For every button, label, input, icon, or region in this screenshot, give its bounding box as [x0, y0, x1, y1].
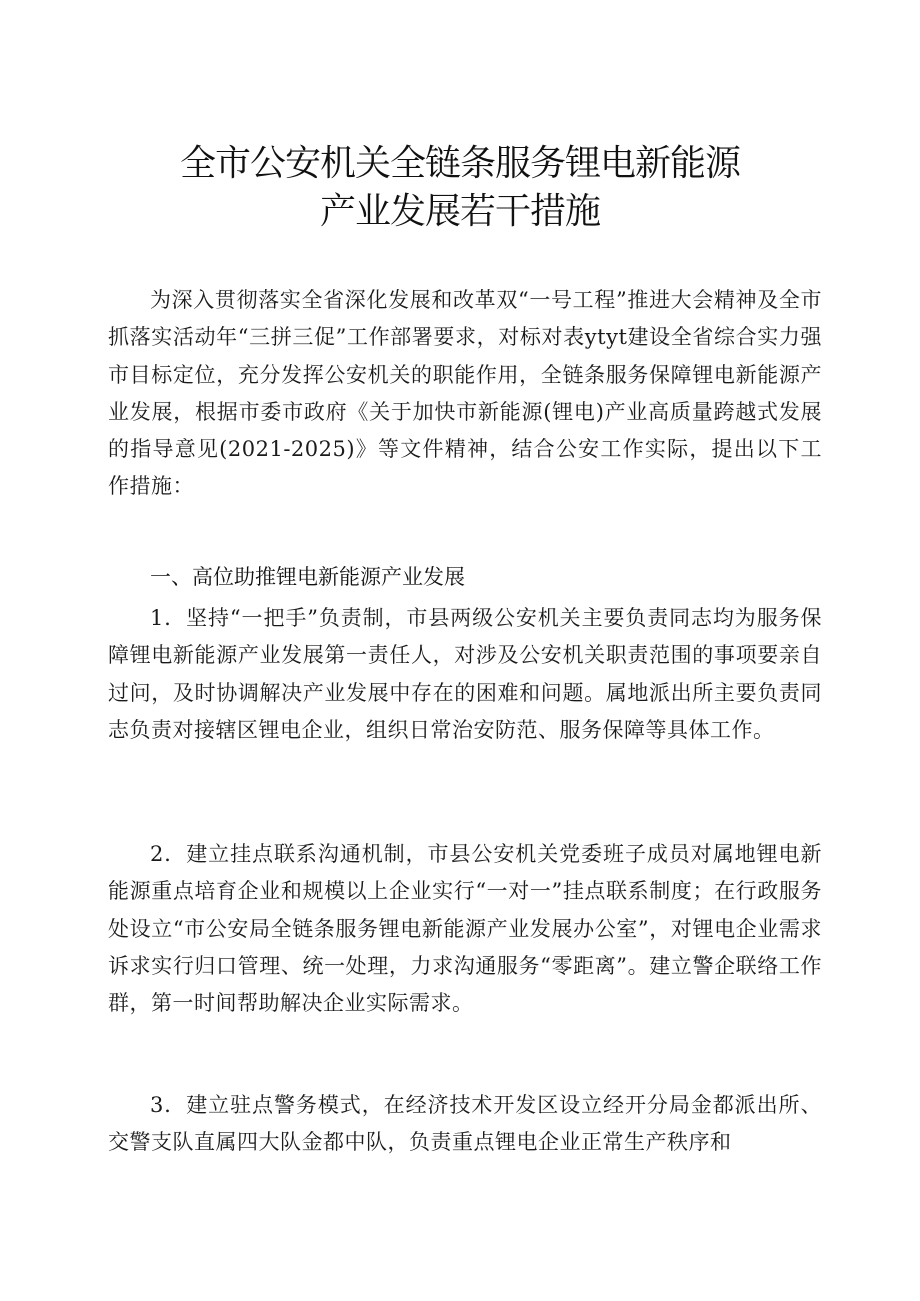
section-heading-1: 一、高位助推锂电新能源产业发展 — [150, 565, 465, 589]
document-title-line2: 产业发展若干措施 — [319, 191, 600, 232]
document-title-line1: 全市公安机关全链条服务锂电新能源 — [179, 143, 740, 184]
measure-item-1: 1．坚持“一把手”负责制，市县两级公安机关主要负责同志均为服务保障锂电新能源产业发展第一责任人，对涉及公安机关职责范围的事项要亲自过问，及时协调解决产业发展中存在的困难和问题。属地派出所主要负责同志负责对接辖区锂电企业，组织日常治安防范、服务保障等具体工作。 — [108, 606, 822, 742]
measure-item-2: 2．建立挂点联系沟通机制，市县公安机关党委班子成员对属地锂电新能源重点培育企业和规模以上企业实行“一对一”挂点联系制度；在行政服务处设立“市公安局全链条服务锂电新能源产业发展办公室”，对锂电企业需求诉求实行归口管理、统一处理，力求沟通服务“零距离”。建立警企联络工作群，第一时间帮助解决企业实际需求。 — [108, 842, 822, 1016]
measure-item-3: 3．建立驻点警务模式，在经济技术开发区设立经开分局金都派出所、交警支队直属四大队金都中队，负责重点锂电企业正常生产秩序和 — [108, 1093, 822, 1155]
intro-paragraph: 为深入贯彻落实全省深化发展和改革双“一号工程”推进大会精神及全市抓落实活动年“三拼三促”工作部署要求，对标对表ytyt建设全省综合实力强市目标定位，充分发挥公安机关的职能作用，全链条服务保障锂电新能源产业发展，根据市委市政府《关于加快市新能源(锂电)产业高质量跨越式发展的指导意见(2021-2025)》等文件精神，结合公安工作实际，提出以下工作措施： — [108, 288, 822, 499]
